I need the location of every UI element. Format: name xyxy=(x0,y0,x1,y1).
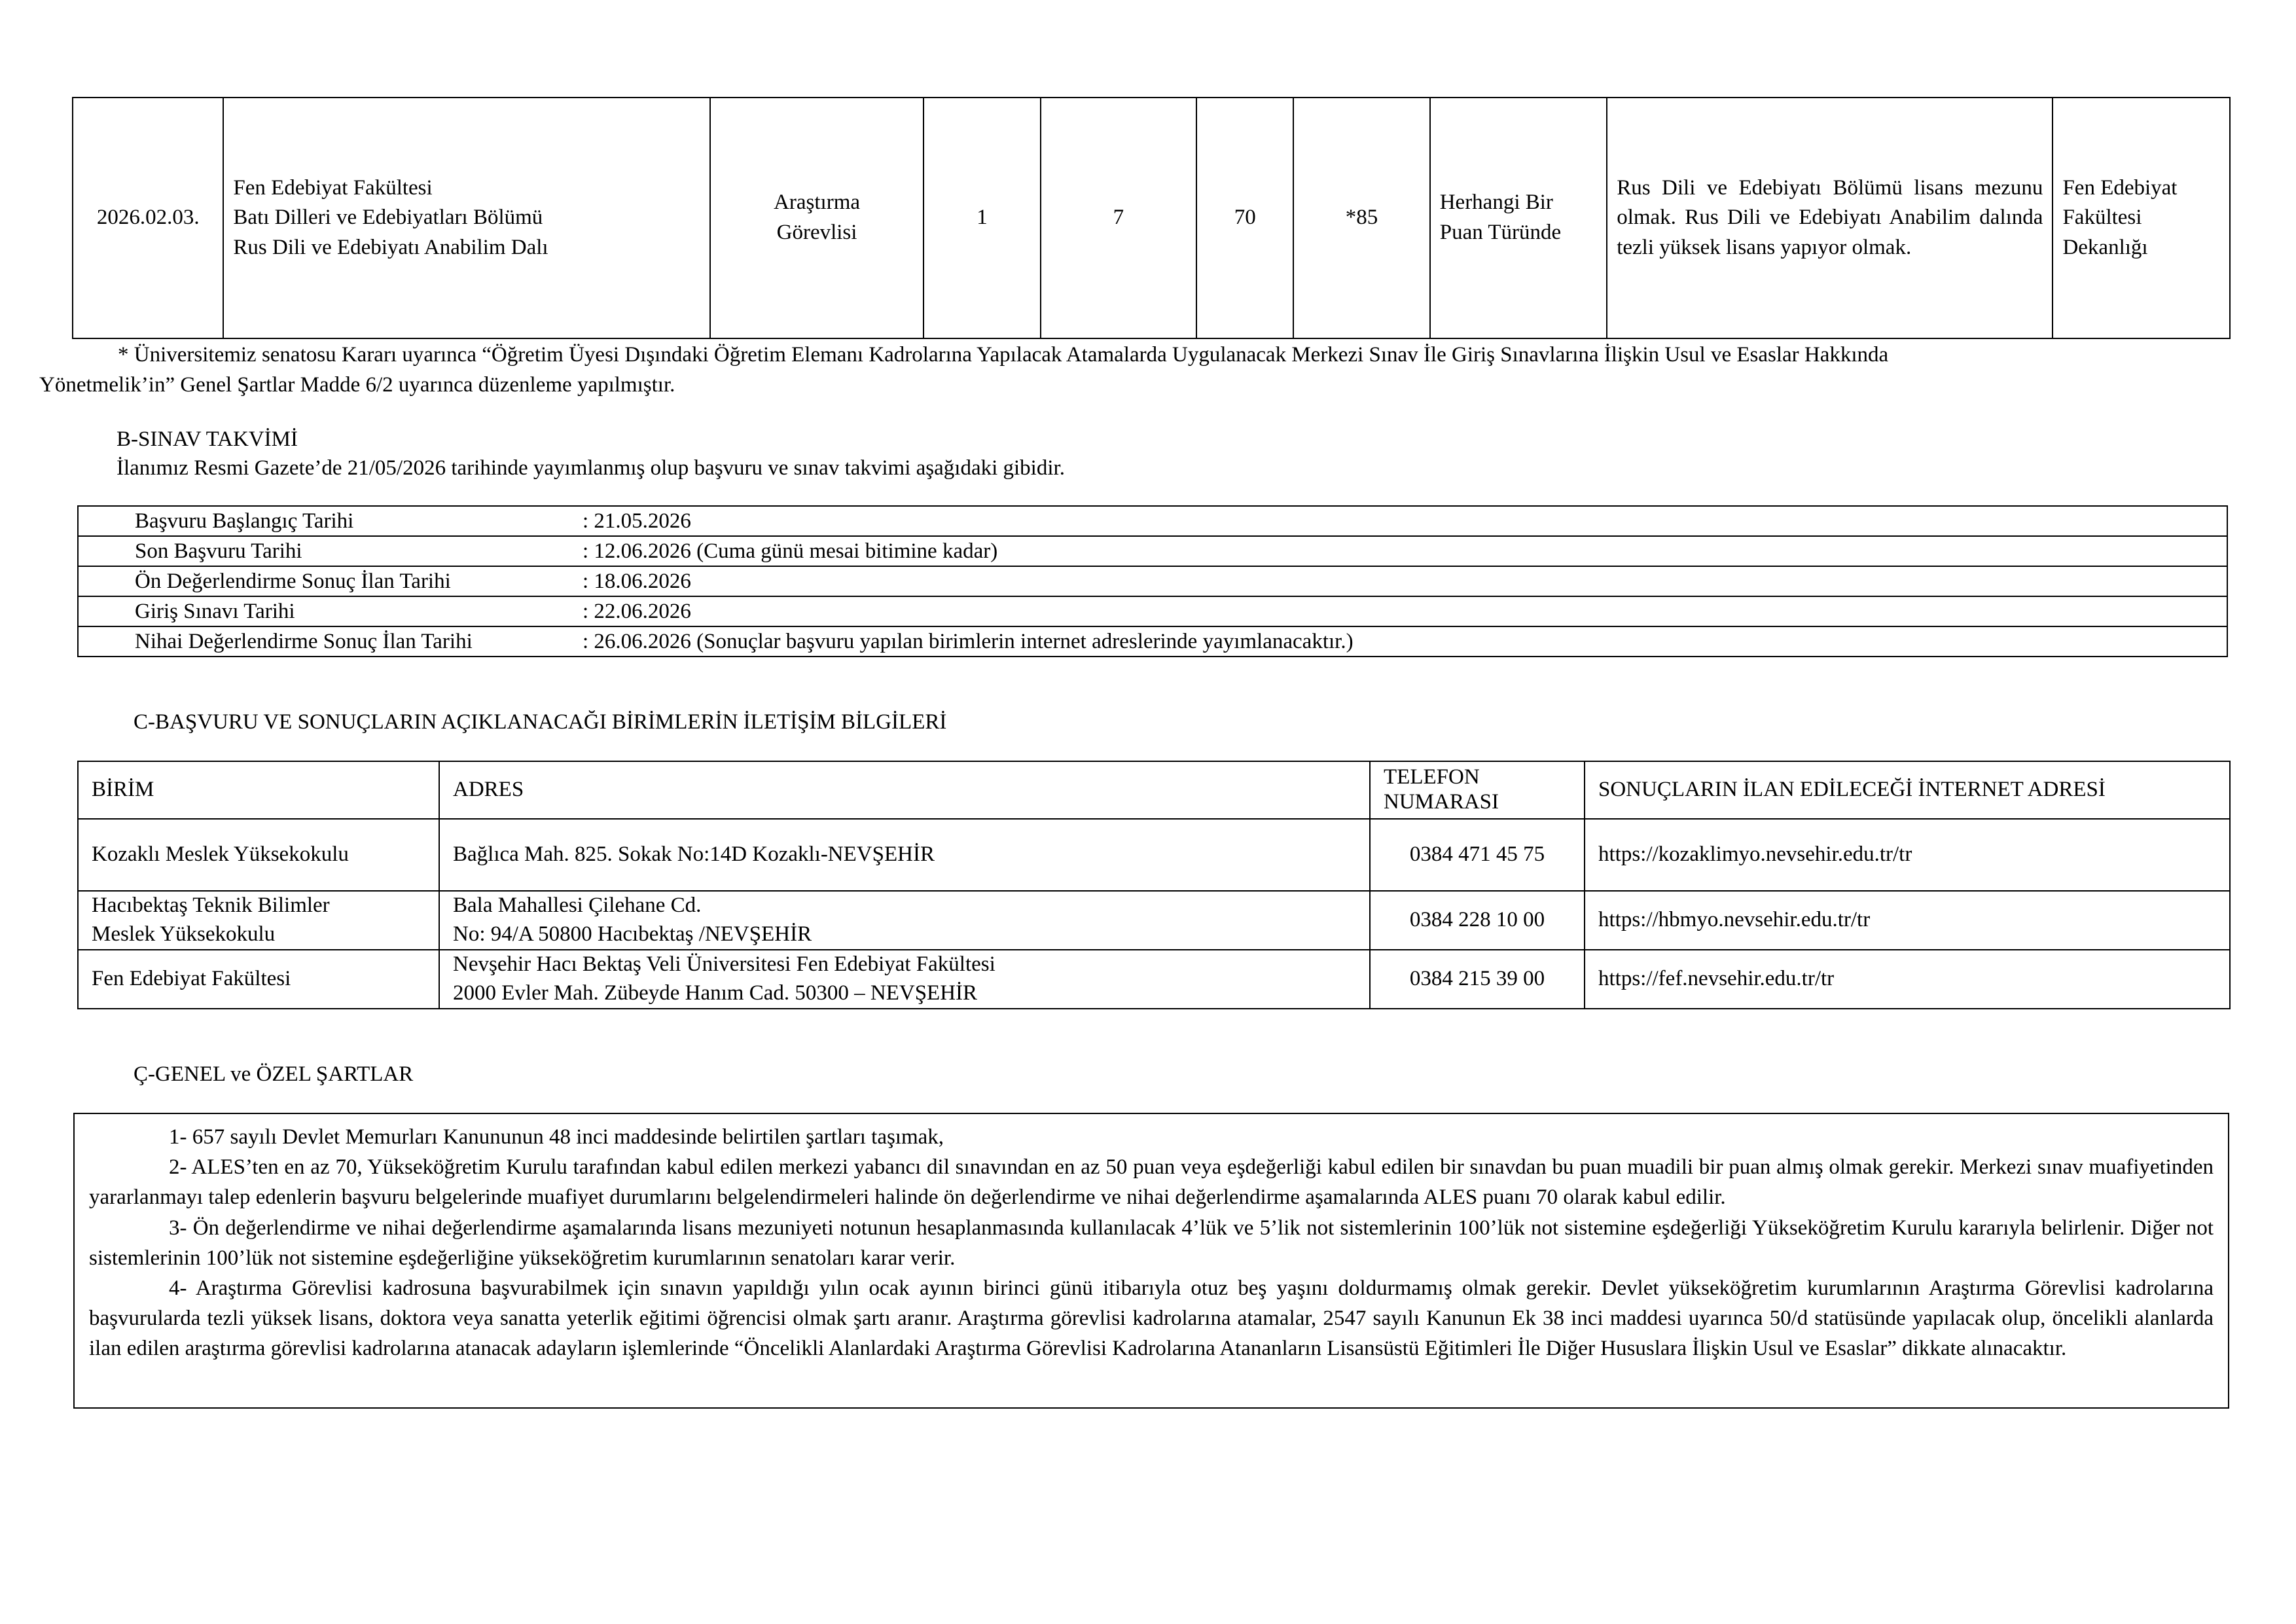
score-type-line: Puan Türünde xyxy=(1439,221,1562,244)
schedule-value: : 12.06.2026 (Cuma günü mesai bitimine kadar) xyxy=(583,536,2227,566)
position-foreign-language: *85 xyxy=(1293,98,1429,338)
score-type-line xyxy=(1440,188,1597,218)
header-phone-line: TELEFON xyxy=(1384,765,1480,789)
contact-line: Fakültesi xyxy=(2062,206,2142,230)
header-web: SONUÇLARIN İLAN EDİLECEĞİ İNTERNET ADRESİ xyxy=(1585,761,2230,819)
score-type-text: Herhangi Bir xyxy=(1439,190,1553,215)
contact-table xyxy=(77,761,2231,1009)
contact-address-line: 2000 Evler Mah. Zübeyde Hanım Cad. 50300 – NEVŞEHİR xyxy=(453,981,978,1005)
contact-unit: Fen Edebiyat Fakültesi xyxy=(78,950,439,1009)
contact-phone: 0384 228 10 00 xyxy=(1370,891,1585,950)
table-row xyxy=(78,950,2230,1009)
condition-item: 3- Ön değerlendirme ve nihai değerlendirme aşamalarında lisans mezuniyeti notunun hesaplanmasında kullanılacak 4’lük ve 5’lik not sistemlerinin 100’lük not sistemine eşdeğerliği Yükseköğretim Kurulu kararıyla belirlenir. Diğer not sistemlerinin 100’lük not sistemine eşdeğerliğine yükseköğretim kurumlarının senatoları karar verir. xyxy=(89,1216,2214,1270)
position-contact xyxy=(2053,98,2230,338)
contact-unit: Kozaklı Meslek Yüksekokulu xyxy=(78,819,439,891)
footnote xyxy=(39,340,2238,400)
conditions-box xyxy=(73,1113,2229,1409)
position-table xyxy=(72,97,2231,339)
position-count: 1 xyxy=(924,98,1040,338)
footnote-line: Yönetmelik’in” Genel Şartlar Madde 6/2 uyarınca düzenleme yapılmıştır. xyxy=(39,372,675,397)
schedule-value: : 22.06.2026 xyxy=(583,596,2227,626)
contact-unit xyxy=(78,891,439,950)
contact-address-line: Nevşehir Hacı Bektaş Veli Üniversitesi Fen Edebiyat Fakültesi xyxy=(453,952,996,976)
header-unit: BİRİM xyxy=(78,761,439,819)
schedule-value: : 26.06.2026 (Sonuçlar başvuru yapılan birimlerin internet adreslerinde yayımlanacaktır.) xyxy=(583,626,2227,657)
condition-item: 1- 657 sayılı Devlet Memurları Kanununun 48 inci maddesinde belirtilen şartları taşımak, xyxy=(169,1125,944,1149)
table-row xyxy=(78,819,2230,891)
schedule-value: : 21.05.2026 xyxy=(583,509,691,533)
contact-unit-line: Meslek Yüksekokulu xyxy=(92,922,276,946)
contact-address-line: Bala Mahallesi Çilehane Cd. xyxy=(453,893,702,917)
position-title xyxy=(710,98,924,338)
position-degree: 7 xyxy=(1041,98,1196,338)
contact-line: Fen Edebiyat xyxy=(2062,175,2178,200)
footnote-line: * Üniversitemiz senatosu Kararı uyarınca “Öğretim Üyesi Dışındaki Öğretim Elemanı Kadrolarına Yapılacak Atamalarda Uygulanacak Merkezi Sınav İle Giriş Sınavlarına İlişkin Usul ve Esaslar Hakkında xyxy=(118,343,1889,367)
table-row xyxy=(78,626,2227,657)
schedule-label: Son Başvuru Tarihi xyxy=(78,536,583,566)
position-unit xyxy=(223,98,709,338)
header-phone-line: NUMARASI xyxy=(1384,790,1499,814)
contact-web-link[interactable]: https://kozaklimyo.nevsehir.edu.tr/tr xyxy=(1585,819,2230,891)
table-row xyxy=(78,536,2227,566)
section-b-intro: İlanımız Resmi Gazete’de 21/05/2026 tarihinde yayımlanmış olup başvuru ve sınav takvimi aşağıdaki gibidir. xyxy=(117,456,1065,480)
contact-phone: 0384 215 39 00 xyxy=(1370,950,1585,1009)
schedule-label: Başvuru Başlangıç Tarihi xyxy=(135,509,354,533)
unit-line: Rus Dili ve Edebiyatı Anabilim Dalı xyxy=(233,235,548,259)
header-address: ADRES xyxy=(439,761,1370,819)
condition-item: 4- Araştırma Görevlisi kadrosuna başvurabilmek için sınavın yapıldığı yılın ocak ayının birinci günü itibarıyla otuz beş yaşını doldurmamış olmak gerekir. Devlet yükseköğretim kurumlarının Araştırma Görevlisi kadrolarına başvurularda tezli yüksek lisans, doktora veya sanatta yeterlik eğitimi öğrencisi olmak şartı aranır. Araştırma görevlisi kadrolarına atamalar, 2547 sayılı Kanunun Ek 38 inci maddesi uyarınca 50/d statüsünde yapılacak olup, öncelikli alanlarda ilan edilen araştırma görevlisi kadrolarına atanacak adayların işlemlerinde “Öncelikli Alanlardaki Araştırma Görevlisi Kadrolarına Atananların Lisansüstü Eğitimleri İle Diğer Hususlara İlişkin Usul ve Esaslar” dikkate alınacaktır. xyxy=(89,1276,2214,1361)
schedule-value: : 18.06.2026 xyxy=(583,566,2227,596)
contact-unit-line: Hacıbektaş Teknik Bilimler xyxy=(92,893,330,917)
table-header-row xyxy=(78,761,2230,819)
section-c-heading: C-BAŞVURU VE SONUÇLARIN AÇIKLANACAĞI BİRİMLERİN İLETİŞİM BİLGİLERİ xyxy=(134,710,947,734)
unit-line: Batı Dilleri ve Edebiyatları Bölümü xyxy=(233,206,543,230)
section-c2-heading: Ç-GENEL ve ÖZEL ŞARTLAR xyxy=(134,1062,414,1086)
title-line: Araştırma xyxy=(774,190,861,215)
position-requirements: Rus Dili ve Edebiyatı Bölümü lisans mezunu olmak. Rus Dili ve Edebiyatı Anabilim dalında tezli yüksek lisans yapıyor olmak. xyxy=(1607,98,2053,338)
contact-web-link[interactable]: https://hbmyo.nevsehir.edu.tr/tr xyxy=(1585,891,2230,950)
unit-line: Fen Edebiyat Fakültesi xyxy=(233,175,433,200)
position-score-type xyxy=(1430,98,1607,338)
contact-address: Bağlıca Mah. 825. Sokak No:14D Kozaklı-NEVŞEHİR xyxy=(439,819,1370,891)
schedule-label: Nihai Değerlendirme Sonuç İlan Tarihi xyxy=(78,626,583,657)
table-row xyxy=(78,596,2227,626)
schedule-label: Giriş Sınavı Tarihi xyxy=(78,596,583,626)
contact-phone: 0384 471 45 75 xyxy=(1370,819,1585,891)
contact-line: Dekanlığı xyxy=(2062,235,2148,259)
schedule-table xyxy=(77,505,2228,657)
table-row xyxy=(73,98,2230,338)
contact-address xyxy=(439,950,1370,1009)
position-date: 2026.02.03. xyxy=(73,98,223,338)
position-ales: 70 xyxy=(1196,98,1293,338)
contact-address xyxy=(439,891,1370,950)
contact-address-line: No: 94/A 50800 Hacıbektaş /NEVŞEHİR xyxy=(453,922,812,946)
table-row xyxy=(78,566,2227,596)
table-row xyxy=(78,891,2230,950)
section-b-heading: B-SINAV TAKVİMİ xyxy=(117,427,298,451)
condition-item: 2- ALES’ten en az 70, Yükseköğretim Kurulu tarafından kabul edilen merkezi yabancı dil sınavından en az 50 puan veya eşdeğerliği kabul edilen bir sınavdan bu puan muadili bir puan almış olmak gerekir. Merkezi sınav muafiyetinden yararlanmayı talep edenlerin başvuru belgelerinde muafiyet durumlarını belgelendirmeleri halinde ön değerlendirme ve nihai değerlendirme aşamalarında ALES puanı 70 olarak kabul edilir. xyxy=(89,1155,2214,1210)
title-line: Görevlisi xyxy=(776,221,857,244)
header-phone xyxy=(1370,761,1585,819)
table-row xyxy=(78,506,2227,536)
contact-web-link[interactable]: https://fef.nevsehir.edu.tr/tr xyxy=(1585,950,2230,1009)
schedule-label: Ön Değerlendirme Sonuç İlan Tarihi xyxy=(78,566,583,596)
